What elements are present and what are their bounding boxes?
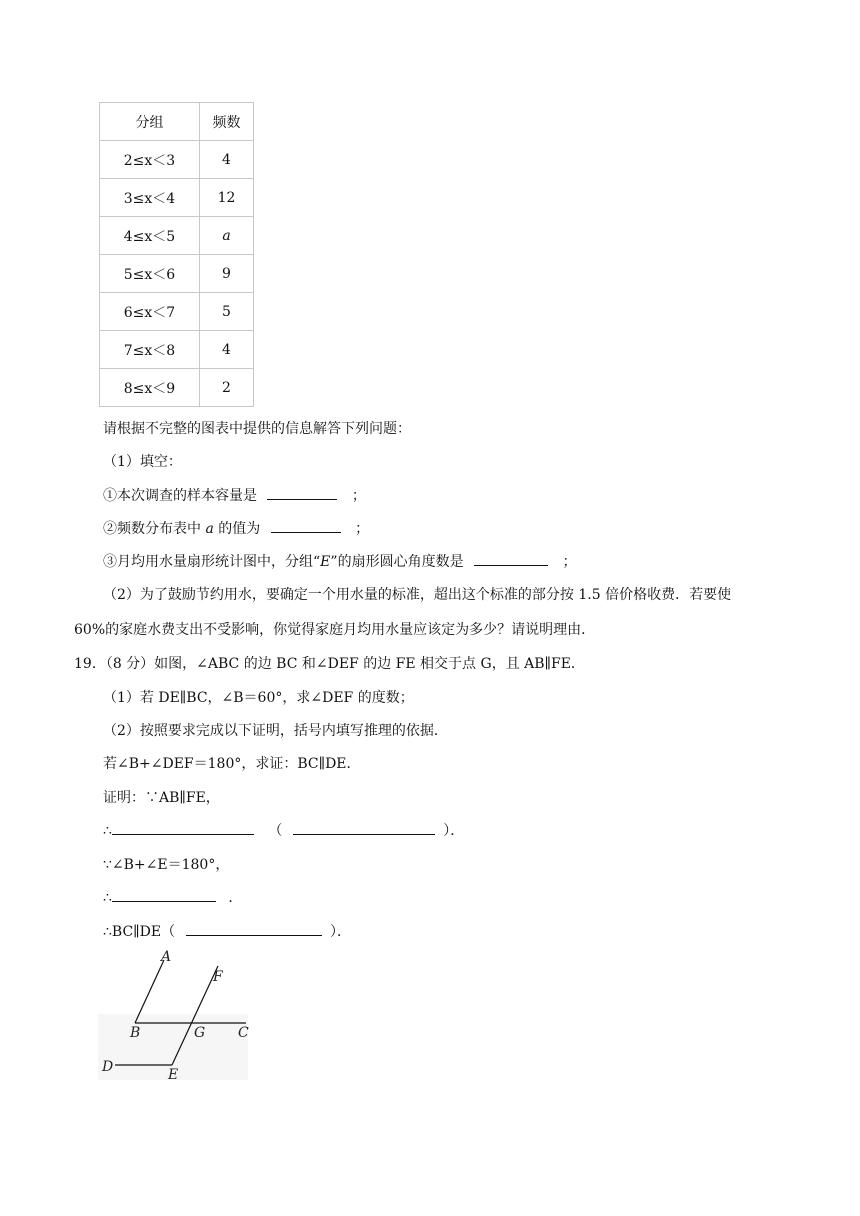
- group-cell: 8≤x＜9: [100, 369, 200, 407]
- therefore-symbol: ∴: [103, 823, 112, 839]
- q18-intro: 请根据不完整的图表中提供的信息解答下列问题：: [103, 421, 411, 437]
- label-c: C: [238, 1025, 249, 1041]
- proof-because: ∵∠B+∠E＝180°，: [103, 857, 230, 873]
- group-cell: 2≤x＜3: [100, 141, 200, 179]
- sub3-text-b: ”的扇形圆心角度数是: [330, 554, 464, 570]
- q18-part2-line2: 60%的家庭水费支出不受影响，你觉得家庭月均用水量应该定为多少？请说明理由．: [74, 622, 596, 638]
- therefore-symbol: ∴: [103, 890, 112, 906]
- table-row: [100, 217, 254, 255]
- count-cell: 12: [200, 179, 254, 217]
- answer-blank-sample-size[interactable]: [267, 485, 337, 500]
- group-cell: 4≤x＜5: [100, 217, 200, 255]
- answer-blank-reason2[interactable]: [186, 921, 322, 936]
- sub2-text-b: 的值为: [218, 521, 261, 537]
- label-a: A: [161, 949, 172, 965]
- label-b: B: [130, 1025, 141, 1041]
- q19-part1: （1）若 DE∥BC，∠B＝60°，求∠DEF 的度数；: [103, 690, 414, 706]
- proof-step-2: [103, 887, 242, 907]
- answer-blank-a-value[interactable]: [271, 518, 341, 533]
- count-cell: 5: [200, 293, 254, 331]
- group-cell: 3≤x＜4: [100, 179, 200, 217]
- table-row: [100, 293, 254, 331]
- table-header-row: [100, 103, 254, 141]
- semicolon: ；: [355, 521, 370, 537]
- frequency-table: [99, 102, 254, 407]
- q18-sub1: [103, 485, 366, 505]
- count-cell: 9: [200, 255, 254, 293]
- period: ．: [228, 890, 243, 906]
- count-cell: 4: [200, 331, 254, 369]
- table-header-count: 频数: [200, 103, 254, 141]
- q18-sub3: [103, 551, 576, 571]
- group-cell: 6≤x＜7: [100, 293, 200, 331]
- label-d: D: [102, 1059, 114, 1075]
- group-cell: 5≤x＜6: [100, 255, 200, 293]
- answer-blank-reason1[interactable]: [293, 820, 435, 835]
- q19-given: 若∠B+∠DEF＝180°，求证：BC∥DE．: [103, 756, 361, 772]
- label-e: E: [168, 1067, 179, 1083]
- sub3-text-a: ③月均用水量扇形统计图中，分组“: [103, 554, 321, 570]
- table-row: [100, 255, 254, 293]
- table-row: [100, 141, 254, 179]
- left-paren: （: [268, 823, 283, 839]
- label-g: G: [194, 1025, 206, 1041]
- proof-conclusion: [103, 921, 351, 941]
- table-header-group: 分组: [100, 103, 200, 141]
- sub1-text: ①本次调查的样本容量是: [103, 488, 257, 504]
- table-row: [100, 369, 254, 407]
- geometry-figure: [98, 948, 258, 1088]
- q18-part2-line1: （2）为了鼓励节约用水，要确定一个用水量的标准，超出这个标准的部分按 1.5 倍价格收费．若要使: [103, 587, 732, 603]
- sub2-text-a: ②频数分布表中: [103, 521, 201, 537]
- conclusion-left-paren: （: [161, 924, 176, 940]
- line-ab: [135, 960, 164, 1023]
- answer-blank-step1[interactable]: [112, 820, 254, 835]
- q19-header: 19．（8 分）如图，∠ABC 的边 BC 和∠DEF 的边 FE 相交于点 G，且 AB∥FE．: [74, 656, 585, 672]
- count-cell: 2: [200, 369, 254, 407]
- q18-part1-label: （1）填空：: [103, 454, 182, 470]
- conclusion-text: ∴BC∥DE: [103, 924, 162, 940]
- proof-start: 证明：∵AB∥FE，: [103, 790, 220, 806]
- q18-sub2: [103, 518, 369, 538]
- table-row: [100, 179, 254, 217]
- answer-blank-step2[interactable]: [112, 887, 216, 902]
- group-cell: 7≤x＜8: [100, 331, 200, 369]
- label-f: F: [213, 969, 223, 985]
- q19-part2: （2）按照要求完成以下证明，括号内填写推理的依据．: [103, 723, 448, 739]
- count-cell: a: [200, 217, 254, 255]
- answer-blank-angle[interactable]: [474, 551, 548, 566]
- sub3-variable: E: [320, 554, 331, 570]
- proof-step-1: [103, 820, 464, 840]
- table-row: [100, 331, 254, 369]
- right-paren: ）．: [443, 823, 465, 839]
- count-cell: 4: [200, 141, 254, 179]
- semicolon: ；: [562, 554, 577, 570]
- right-paren: ）．: [329, 924, 351, 940]
- sub2-variable: a: [205, 521, 214, 537]
- semicolon: ；: [351, 488, 366, 504]
